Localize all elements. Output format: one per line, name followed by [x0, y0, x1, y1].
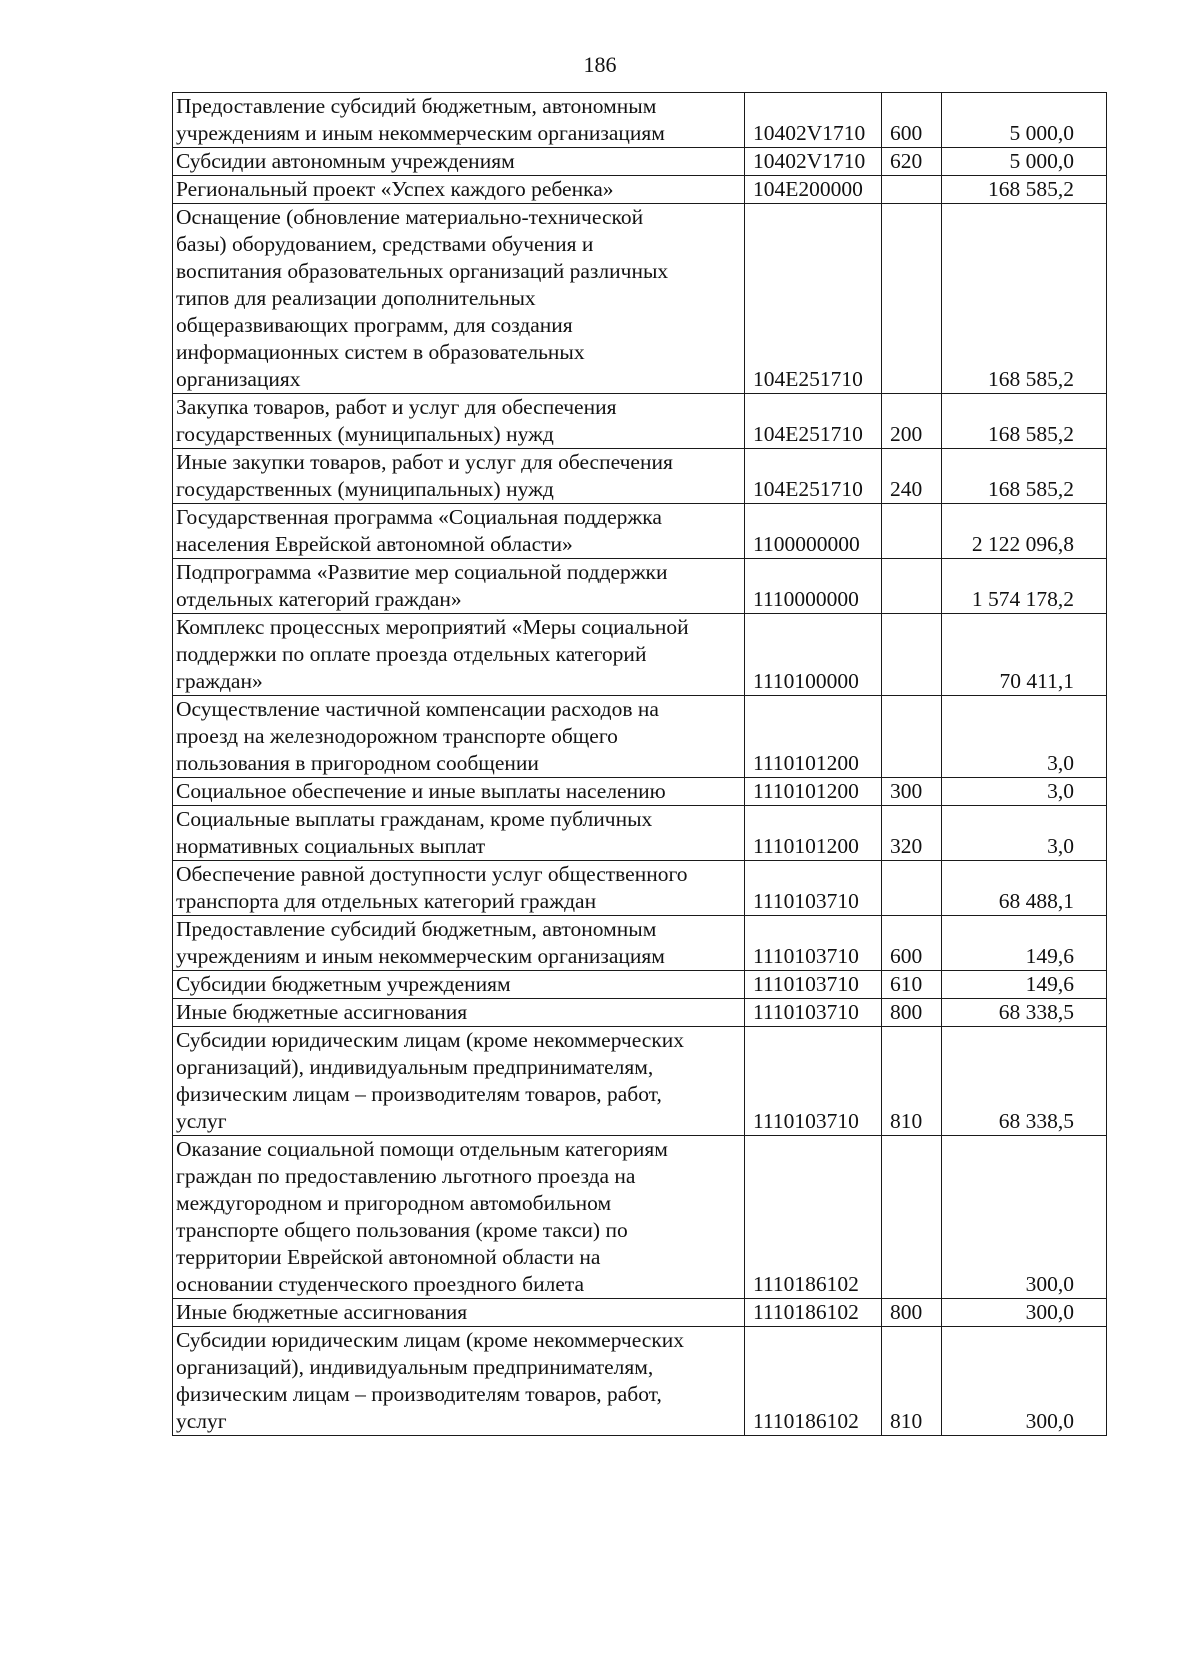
row-name-line: нормативных социальных выплат — [176, 834, 486, 858]
row-name-cell — [173, 614, 745, 696]
row-type-cell — [882, 204, 942, 394]
row-type-cell: 320 — [882, 806, 942, 861]
row-type-cell: 810 — [882, 1327, 942, 1436]
row-name-line: Оказание социальной помощи отдельным категориям — [176, 1137, 668, 1161]
row-type-cell — [882, 559, 942, 614]
table-row — [173, 1027, 1107, 1136]
row-amount-cell: 149,6 — [942, 971, 1107, 999]
table-row — [173, 394, 1107, 449]
row-name-cell — [173, 559, 745, 614]
table-row — [173, 1299, 1107, 1327]
row-name-line: государственных (муниципальных) нужд — [176, 422, 554, 446]
table-row — [173, 614, 1107, 696]
row-name-line: граждан» — [176, 669, 263, 693]
row-name-line: воспитания образовательных организаций различных — [176, 259, 669, 283]
row-name-line: Закупка товаров, работ и услуг для обеспечения — [176, 395, 617, 419]
row-name-line: территории Еврейской автономной области на — [176, 1245, 601, 1269]
row-name-line: Социальное обеспечение и иные выплаты населению — [176, 779, 666, 803]
row-amount-cell: 68 488,1 — [942, 861, 1107, 916]
table-row — [173, 176, 1107, 204]
budget-table — [172, 92, 1107, 1436]
row-amount-cell: 149,6 — [942, 916, 1107, 971]
row-amount-cell: 300,0 — [942, 1327, 1107, 1436]
row-code-cell: 1110103710 — [745, 861, 882, 916]
row-name-line: граждан по предоставлению льготного проезда на — [176, 1164, 636, 1188]
row-name-line: Иные бюджетные ассигнования — [176, 1300, 468, 1324]
page-number: 186 — [583, 52, 617, 77]
row-name-cell — [173, 1327, 745, 1436]
row-type-cell — [882, 614, 942, 696]
row-amount-cell: 300,0 — [942, 1299, 1107, 1327]
row-name-line: физическим лицам – производителям товаров, работ, — [176, 1082, 662, 1106]
row-name-line: организаций), индивидуальным предпринимателям, — [176, 1355, 654, 1379]
row-name-cell — [173, 778, 745, 806]
row-name-line: отдельных категорий граждан» — [176, 587, 462, 611]
row-code-cell: 104Е251710 — [745, 394, 882, 449]
row-name-line: Предоставление субсидий бюджетным, автономным — [176, 94, 657, 118]
row-name-line: учреждениям и иным некоммерческим организациям — [176, 944, 665, 968]
row-name-line: Субсидии бюджетным учреждениям — [176, 972, 511, 996]
row-name-cell — [173, 394, 745, 449]
row-code-cell: 104Е200000 — [745, 176, 882, 204]
row-amount-cell: 5 000,0 — [942, 148, 1107, 176]
row-amount-cell: 5 000,0 — [942, 93, 1107, 148]
row-name-line: государственных (муниципальных) нужд — [176, 477, 554, 501]
row-code-cell: 1110100000 — [745, 614, 882, 696]
row-code-cell: 1100000000 — [745, 504, 882, 559]
row-code-cell: 104Е251710 — [745, 449, 882, 504]
row-name-line: Комплекс процессных мероприятий «Меры социальной — [176, 615, 689, 639]
row-name-cell — [173, 204, 745, 394]
row-name-cell — [173, 999, 745, 1027]
table-row — [173, 999, 1107, 1027]
row-type-cell — [882, 504, 942, 559]
row-amount-cell: 1 574 178,2 — [942, 559, 1107, 614]
row-code-cell: 1110186102 — [745, 1327, 882, 1436]
row-name-cell — [173, 449, 745, 504]
row-name-line: физическим лицам – производителям товаров, работ, — [176, 1382, 662, 1406]
table-row — [173, 449, 1107, 504]
row-name-cell — [173, 861, 745, 916]
row-type-cell — [882, 861, 942, 916]
table-row — [173, 204, 1107, 394]
row-code-cell: 1110101200 — [745, 696, 882, 778]
row-name-line: базы) оборудованием, средствами обучения и — [176, 232, 594, 256]
row-code-cell: 1110103710 — [745, 1027, 882, 1136]
row-type-cell: 620 — [882, 148, 942, 176]
row-amount-cell: 3,0 — [942, 806, 1107, 861]
row-name-line: информационных систем в образовательных — [176, 340, 585, 364]
row-name-cell — [173, 696, 745, 778]
row-name-line: пользования в пригородном сообщении — [176, 751, 539, 775]
row-name-line: Оснащение (обновление материально-технической — [176, 205, 644, 229]
row-type-cell — [882, 696, 942, 778]
row-name-line: Государственная программа «Социальная поддержка — [176, 505, 662, 529]
row-name-cell — [173, 93, 745, 148]
table-row — [173, 916, 1107, 971]
row-name-cell — [173, 148, 745, 176]
table-row — [173, 971, 1107, 999]
row-amount-cell: 168 585,2 — [942, 394, 1107, 449]
table-row — [173, 559, 1107, 614]
row-type-cell: 300 — [882, 778, 942, 806]
row-type-cell: 610 — [882, 971, 942, 999]
table-row — [173, 778, 1107, 806]
row-code-cell: 1110103710 — [745, 999, 882, 1027]
row-code-cell: 1110103710 — [745, 971, 882, 999]
row-name-line: Субсидии юридическим лицам (кроме некоммерческих — [176, 1328, 685, 1352]
row-name-line: Осуществление частичной компенсации расходов на — [176, 697, 659, 721]
row-name-line: учреждениям и иным некоммерческим организациям — [176, 121, 665, 145]
table-row — [173, 1327, 1107, 1436]
row-name-cell — [173, 1027, 745, 1136]
row-name-line: услуг — [176, 1409, 227, 1433]
row-name-line: основании студенческого проездного билета — [176, 1272, 585, 1296]
row-name-line: транспорте общего пользования (кроме такси) по — [176, 1218, 628, 1242]
row-name-cell — [173, 1136, 745, 1299]
row-name-line: проезд на железнодорожном транспорте общего — [176, 724, 618, 748]
budget-table-body — [173, 93, 1107, 1436]
row-name-cell — [173, 806, 745, 861]
row-amount-cell: 168 585,2 — [942, 449, 1107, 504]
row-type-cell — [882, 176, 942, 204]
row-name-line: услуг — [176, 1109, 227, 1133]
row-amount-cell: 3,0 — [942, 696, 1107, 778]
row-code-cell: 1110101200 — [745, 778, 882, 806]
row-name-line: транспорта для отдельных категорий граждан — [176, 889, 597, 913]
row-amount-cell: 2 122 096,8 — [942, 504, 1107, 559]
row-amount-cell: 68 338,5 — [942, 1027, 1107, 1136]
row-type-cell: 600 — [882, 916, 942, 971]
row-type-cell: 800 — [882, 999, 942, 1027]
row-name-line: Субсидии юридическим лицам (кроме некоммерческих — [176, 1028, 685, 1052]
table-row — [173, 1136, 1107, 1299]
row-code-cell: 104Е251710 — [745, 204, 882, 394]
row-name-line: населения Еврейской автономной области» — [176, 532, 573, 556]
row-amount-cell: 168 585,2 — [942, 176, 1107, 204]
row-amount-cell: 168 585,2 — [942, 204, 1107, 394]
row-code-cell: 1110101200 — [745, 806, 882, 861]
row-code-cell: 1110186102 — [745, 1136, 882, 1299]
row-amount-cell: 70 411,1 — [942, 614, 1107, 696]
row-name-cell — [173, 916, 745, 971]
row-name-line: Иные бюджетные ассигнования — [176, 1000, 468, 1024]
row-name-cell — [173, 504, 745, 559]
row-type-cell: 200 — [882, 394, 942, 449]
row-type-cell: 240 — [882, 449, 942, 504]
row-type-cell: 600 — [882, 93, 942, 148]
row-amount-cell: 68 338,5 — [942, 999, 1107, 1027]
row-type-cell — [882, 1136, 942, 1299]
row-name-cell — [173, 176, 745, 204]
row-code-cell: 1110103710 — [745, 916, 882, 971]
row-code-cell: 10402V1710 — [745, 93, 882, 148]
table-row — [173, 806, 1107, 861]
row-amount-cell: 3,0 — [942, 778, 1107, 806]
row-code-cell: 1110186102 — [745, 1299, 882, 1327]
row-name-line: типов для реализации дополнительных — [176, 286, 536, 310]
row-name-line: Субсидии автономным учреждениям — [176, 149, 515, 173]
table-row — [173, 504, 1107, 559]
table-row — [173, 93, 1107, 148]
row-name-line: междугородном и пригородном автомобильном — [176, 1191, 612, 1215]
row-name-line: Обеспечение равной доступности услуг общественного — [176, 862, 688, 886]
row-amount-cell: 300,0 — [942, 1136, 1107, 1299]
table-row — [173, 148, 1107, 176]
row-type-cell: 810 — [882, 1027, 942, 1136]
row-type-cell: 800 — [882, 1299, 942, 1327]
row-name-line: Подпрограмма «Развитие мер социальной поддержки — [176, 560, 668, 584]
row-name-line: Иные закупки товаров, работ и услуг для обеспечения — [176, 450, 673, 474]
row-name-line: Региональный проект «Успех каждого ребенка» — [176, 177, 614, 201]
row-name-line: поддержки по оплате проезда отдельных категорий — [176, 642, 647, 666]
row-name-line: организаций), индивидуальным предпринимателям, — [176, 1055, 654, 1079]
row-name-line: Социальные выплаты гражданам, кроме публичных — [176, 807, 653, 831]
row-code-cell: 10402V1710 — [745, 148, 882, 176]
row-name-line: организациях — [176, 367, 301, 391]
row-name-cell — [173, 1299, 745, 1327]
row-code-cell: 1110000000 — [745, 559, 882, 614]
row-name-cell — [173, 971, 745, 999]
table-row — [173, 696, 1107, 778]
row-name-line: Предоставление субсидий бюджетным, автономным — [176, 917, 657, 941]
row-name-line: общеразвивающих программ, для создания — [176, 313, 573, 337]
table-row — [173, 861, 1107, 916]
